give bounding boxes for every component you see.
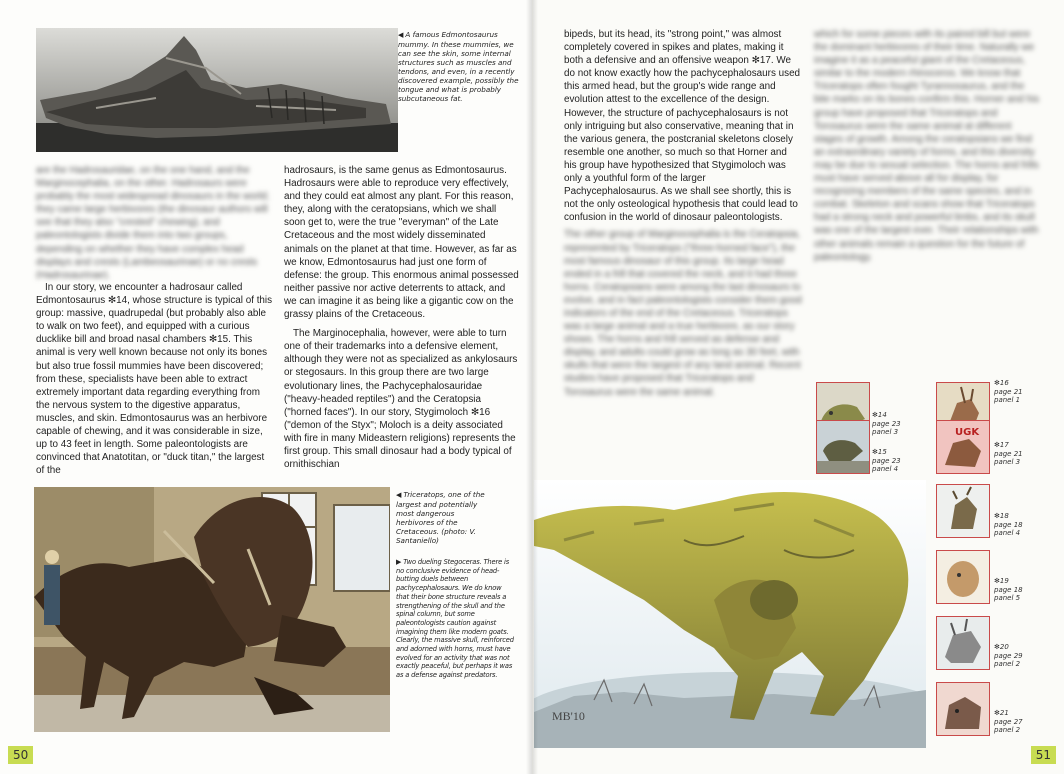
- triceratops-caption-text: Triceratops, one of the largest and potentially most dangerous herbivores of the Cretaceous. (photo: V. Santaniello): [396, 490, 485, 545]
- panel-thumb: [936, 550, 990, 604]
- ref-id: ✻18: [994, 512, 1009, 520]
- ref-id: ✻19: [994, 577, 1009, 585]
- panel-ref-19: [994, 577, 1023, 603]
- ref-page: page 21: [994, 387, 1023, 396]
- edmontosaurus-mummy-photo: [36, 28, 398, 152]
- panel-thumb: [936, 484, 990, 538]
- blurred-paragraph: which for some pieces with its paired bill but were the dominant herbivores of their time. Naturally we imagine it as a peaceful giant of the Cretaceous, similar to the modern rhinoceros. We know that Triceratops often fought Tyrannosaurus, and the bite marks on its bones confirm this. Horner and his group have proposed that Triceratops and Torosaurus were the same animal at different stages of growth. Among the ceratopsians we find an extraordinary variety of forms, and this diversity may be due to sexual selection. The horns and frills must have served above all for display, for recognizing members of the same species, and in combat. Skeleton and scans show that Triceratops had a strong neck and powerful limbs, and its skull was one of the largest ever. Their relationships with other animals remain a question for the future of paleontology.: [814, 29, 1040, 263]
- panel-ref-18: [994, 512, 1023, 538]
- ref-panel: panel 2: [994, 660, 1021, 668]
- ref-page: page 21: [994, 449, 1023, 458]
- ref-panel: panel 3: [872, 428, 899, 436]
- paragraph: The Marginocephalia, however, were able to turn one of their trademarks into a defensive element, although they were not as specialized as ankylosaurs or stegosaurs. In this group there are two large evolutionary lines, the Pachycephalosauridae ("heavy-headed reptiles") and the Ceratopsia ("horned faces"). In our story, Stygimoloch ✻16 ("demon of the Styx"; Moloch is a deity associated with fire in many Mideastern religions) represents the first group. This small dinosaur had a body typical of ornithischian: [284, 328, 518, 471]
- page-number-right: 51: [1031, 746, 1056, 764]
- caption-pointer-icon: ◀: [396, 491, 402, 499]
- ref-panel: panel 3: [994, 458, 1021, 466]
- sound-effect-text: UGK: [955, 427, 980, 438]
- ref-id: ✻14: [872, 411, 887, 419]
- book-gutter: [526, 0, 538, 774]
- paragraph: hadrosaurs, is the same genus as Edmontosaurus. Hadrosaurs were able to reproduce very effectively, and they could eat almost any plant. For this reason, they, along with the ceratopsians, which we shall soon get to, were the true "everyman" of the Late Cretaceous and the most widely disseminated animals on the planet at that time. However, as far as we know, Edmontosaurus had just one form of defense: the group. This enormous animal possessed neither passive nor active deterrents to attack, and we can imagine it as being like a gigantic cow on the grassy plains of the Cretaceous.: [284, 165, 519, 321]
- blurred-paragraph: The other group of Marginocephalia is the Ceratopsia, represented by Triceratops ("three-horned face"), the most famous dinosaur of this group. Its large head ended in a frill that covered the neck, and it had three horns. Ceratopsians were among the last dinosaurs to evolve, and in fact paleontologists consider them good indicators of the end of the Cretaceous. Triceratops was a large animal and a true herbivore, as our story shows. The horns and frill served as defense and display, and adults could grow as long as 30 feet, with skulls that were the largest of any land animal. Recent studies have proposed that Triceratops and Torosaurus were the same animal.: [564, 229, 802, 398]
- ref-panel: panel 5: [994, 594, 1021, 602]
- paragraph: In our story, we encounter a hadrosaur called Edmontosaurus ✻14, whose structure is typical of this group: massive, quadrupedal (but probably also able to walk on two feet), and equipped with a curious ducklike bill and broad nasal chambers ✻15. This animal is very well known because not only its bones but also true fossil mummies have been discovered; from these, specialists have been able to extract extremely important data regarding everything from the nervous system to the digestive apparatus, muscles, and skin. Edmontosaurus was an herbivore capable of chewing, and it was considerable in size, up to 43 feet in length. Some paleontologists are convinced that Anatotitan, or "duck titan," the largest of the: [36, 282, 273, 477]
- panel-ref-16: [994, 379, 1023, 405]
- triceratops-caption: [396, 490, 494, 545]
- stegoceras-caption-text: Two dueling Stegoceras. There is no conclusive evidence of head-butting duels between pachycephalosaurs. We do know that their bone structure reveals a strengthening of the skull and the spinal column, but some paleontologists caution against imagining them like modern goats. Clearly, the massive skull, reinforced and adorned with horns, must have evolved for an activity that was not exactly peaceful, but perhaps it was as a defense against predators.: [396, 558, 514, 680]
- ref-panel: panel 1: [994, 396, 1021, 404]
- stegoceras-caption: [396, 558, 514, 680]
- ref-page: page 27: [994, 717, 1023, 726]
- ref-id: ✻20: [994, 643, 1009, 651]
- triceratops-skeleton-photo: [34, 487, 390, 732]
- panel-thumb: [936, 616, 990, 670]
- ref-page: page 23: [872, 419, 901, 428]
- blurred-paragraph: are the Hadrosauridae, on the one hand, and the Marginocephalia, on the other. Hadrosaurs were probably the most widespread dinosaurs in the world; they came large herbivores (the dinosaur authors will see that they also "crested" chewing), and paleontologists divide them into two groups, depending on whether they have complex head displays and crests (Lambeosaurinae) or no crests (Hadrosaurinae).: [36, 165, 270, 279]
- paragraph: bipeds, but its head, its "strong point," was almost completely covered in spikes and plates, making it both a defensive and an offensive weapon ✻17. We do not know exactly how the pachycephalosaurs used this armed head, but the group's wide range and evolution attest to the excellence of the design. However, the structure of pachycephalosaurs is not only intriguing but also conservative, meaning that in the various genera, the postcranial skeletons closely resemble one another, so much so that Horner and his group have hypothesized that Stygimoloch was only a youthful form of the larger Pachycephalosaurus. As we shall see shortly, this is not the only osteological hypothesis that could lead to confusion in the world of dinosaur paleontologists.: [564, 29, 801, 224]
- ref-page: page 23: [872, 456, 901, 465]
- panel-ref-17: [994, 441, 1023, 467]
- panel-ref-14: [872, 411, 901, 437]
- page-number-left: 50: [8, 746, 33, 764]
- artist-signature: MB'10: [552, 709, 585, 723]
- ref-id: ✻15: [872, 448, 887, 456]
- panel-ref-15: [872, 448, 901, 474]
- left-column-2: [284, 164, 520, 471]
- mummy-caption-text: A famous Edmontosaurus mummy. In these mummies, we can see the skin, some internal structures such as muscles and tendons, and even, in a recently discovered example, possibly the tongue and what is probably subcutaneous fat.: [398, 30, 519, 103]
- right-page: [532, 0, 1064, 774]
- ref-panel: panel 4: [872, 465, 899, 473]
- right-column-2: [814, 28, 1040, 328]
- mummy-caption: [398, 30, 520, 103]
- ref-id: ✻17: [994, 441, 1009, 449]
- ref-panel: panel 4: [994, 529, 1021, 537]
- ref-page: page 18: [994, 520, 1023, 529]
- caption-pointer-icon: ◀: [398, 31, 404, 39]
- caption-pointer-icon: ▶: [396, 558, 402, 566]
- stegoceras-illustration: [534, 480, 926, 748]
- left-column-1: [36, 164, 274, 477]
- ref-id: ✻16: [994, 379, 1009, 387]
- ref-panel: panel 2: [994, 726, 1021, 734]
- right-column-1: [564, 28, 802, 460]
- ref-page: page 18: [994, 585, 1023, 594]
- panel-thumb: [936, 682, 990, 736]
- panel-ref-21: [994, 709, 1023, 735]
- panel-thumb: [816, 420, 870, 474]
- panel-thumb: [936, 420, 990, 474]
- ref-page: page 29: [994, 651, 1023, 660]
- panel-ref-20: [994, 643, 1023, 669]
- ref-id: ✻21: [994, 709, 1009, 717]
